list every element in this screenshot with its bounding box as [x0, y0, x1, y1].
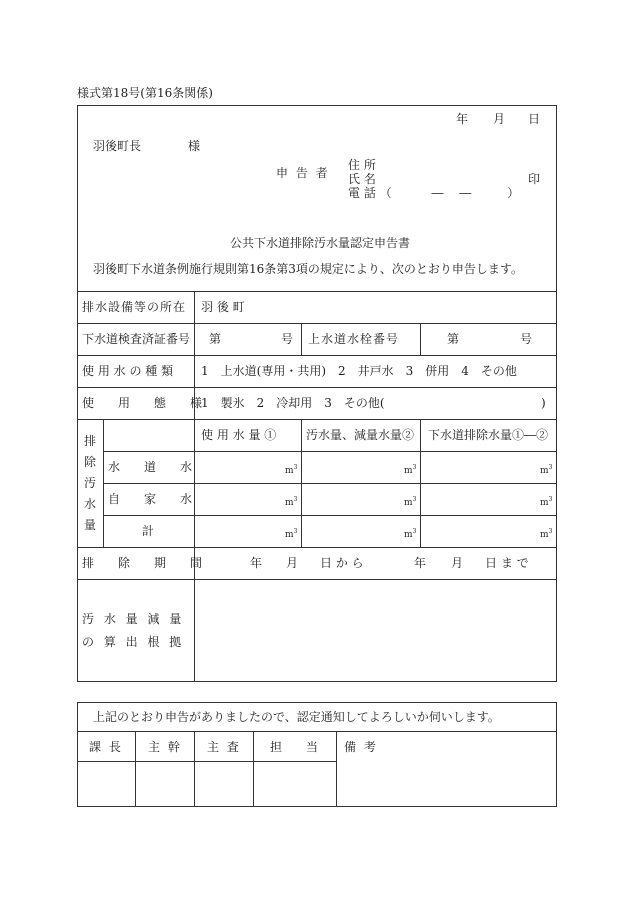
role-chief-officer: 主 幹: [148, 740, 182, 754]
inspection-dai: 第: [209, 332, 222, 346]
rule-line: [420, 323, 421, 355]
rule-line: [77, 731, 557, 732]
volume-side-label-5: 量: [84, 518, 97, 532]
usage-value: 1 製氷 2 冷却用 3 その他(: [201, 396, 385, 410]
row-total: 計: [142, 524, 155, 538]
rule-line: [77, 323, 557, 324]
hydrant-go: 号: [520, 332, 533, 346]
usage-label: 使 用 態 様: [82, 396, 203, 410]
unit-m3: $m^3$: [540, 528, 553, 540]
applicant-label: 申 告 者: [276, 166, 330, 180]
stamp-cell-staff[interactable]: [254, 762, 335, 806]
unit-m3: $m^3$: [404, 464, 417, 476]
intro-text: 羽後町下水道条例施行規則第16条第3項の規定により、次のとおり申告します。: [93, 262, 523, 276]
volume-side-label-4: 水: [84, 497, 97, 511]
applicant-address-label: 住 所: [348, 158, 376, 172]
row-water-supply: 水 道 水: [108, 460, 193, 474]
stamp-cell-chief-officer[interactable]: [136, 762, 193, 806]
date-year: 年: [456, 112, 469, 126]
hydrant-dai: 第: [447, 332, 460, 346]
period-year-2: 年: [414, 556, 427, 570]
addressee-honorific: 様: [188, 139, 201, 153]
stamp-cell-inspector[interactable]: [195, 762, 252, 806]
basis-field[interactable]: [195, 580, 556, 681]
volume-side-label-2: 除: [84, 455, 97, 469]
unit-m3: $m^3$: [285, 464, 298, 476]
rule-line: [301, 323, 302, 355]
addressee-name: 羽後町長: [93, 139, 142, 153]
rule-line: [301, 419, 302, 547]
water-type-label: 使 用 水 の 種 類: [82, 364, 174, 378]
rule-line: [77, 387, 557, 388]
form-title: 公共下水道排除汚水量認定申告書: [230, 236, 411, 250]
unit-m3: $m^3$: [404, 528, 417, 540]
inspection-label: 下水道検査済証番号: [82, 332, 191, 346]
rule-line: [103, 451, 557, 452]
applicant-name-label: 氏 名: [348, 172, 376, 186]
unit-m3: $m^3$: [540, 496, 553, 508]
volume-side-label-1: 排: [84, 434, 97, 448]
rule-line: [77, 419, 557, 420]
unit-m3: $m^3$: [540, 464, 553, 476]
unit-m3: $m^3$: [285, 528, 298, 540]
rule-line: [77, 547, 557, 548]
period-year: 年: [250, 556, 263, 570]
rule-line: [336, 731, 337, 807]
form-number: 様式第18号(第16条関係): [77, 86, 213, 100]
applicant-phone: 電 話 （ ― ― ）: [348, 186, 520, 200]
inspection-go: 号: [281, 332, 294, 346]
seal-mark: 印: [528, 172, 541, 186]
volume-side-label-3: 汚: [84, 476, 97, 490]
col-used-volume: 使 用 水 量 ①: [201, 428, 277, 442]
rule-line: [77, 355, 557, 356]
rule-line: [103, 515, 557, 516]
period-from: 日 か ら: [320, 556, 364, 570]
rule-line: [420, 419, 421, 547]
location-value: 羽 後 町: [201, 300, 245, 314]
row-private-water: 自 家 水: [108, 492, 193, 506]
basis-label-line1: 汚 水 量 減 量: [82, 612, 185, 626]
unit-m3: $m^3$: [404, 496, 417, 508]
location-label: 排水設備等の所在: [82, 300, 187, 314]
rule-line: [77, 291, 557, 292]
col-reduced-volume: 汚水量、減量水量②: [306, 428, 415, 442]
period-month-2: 月: [451, 556, 464, 570]
approval-text: 上記のとおり申告がありましたので、認定通知してよろしいか伺いします。: [93, 710, 500, 724]
role-section-chief: 課 長: [89, 740, 123, 754]
period-until: 日 ま で: [485, 556, 529, 570]
hydrant-label: 上水道水栓番号: [308, 332, 400, 346]
unit-m3: $m^3$: [285, 496, 298, 508]
basis-label-line2: の 算 出 根 拠: [82, 635, 185, 649]
period-label: 排 除 期 間: [82, 556, 203, 570]
col-discharge-volume: 下水道排除水量①―②: [428, 428, 549, 442]
date-day: 日: [528, 112, 541, 126]
rule-line: [103, 419, 104, 547]
remarks-label: 備 考: [344, 740, 378, 754]
period-month: 月: [286, 556, 299, 570]
usage-close: ): [541, 396, 546, 410]
role-staff: 担 当: [270, 740, 319, 754]
stamp-cell-section-chief[interactable]: [78, 762, 134, 806]
rule-line: [103, 483, 557, 484]
water-type-value: 1 上水道(専用・共用) 2 井戸水 3 併用 4 その他: [201, 364, 517, 378]
date-month: 月: [493, 112, 506, 126]
role-inspector: 主 査: [207, 740, 241, 754]
